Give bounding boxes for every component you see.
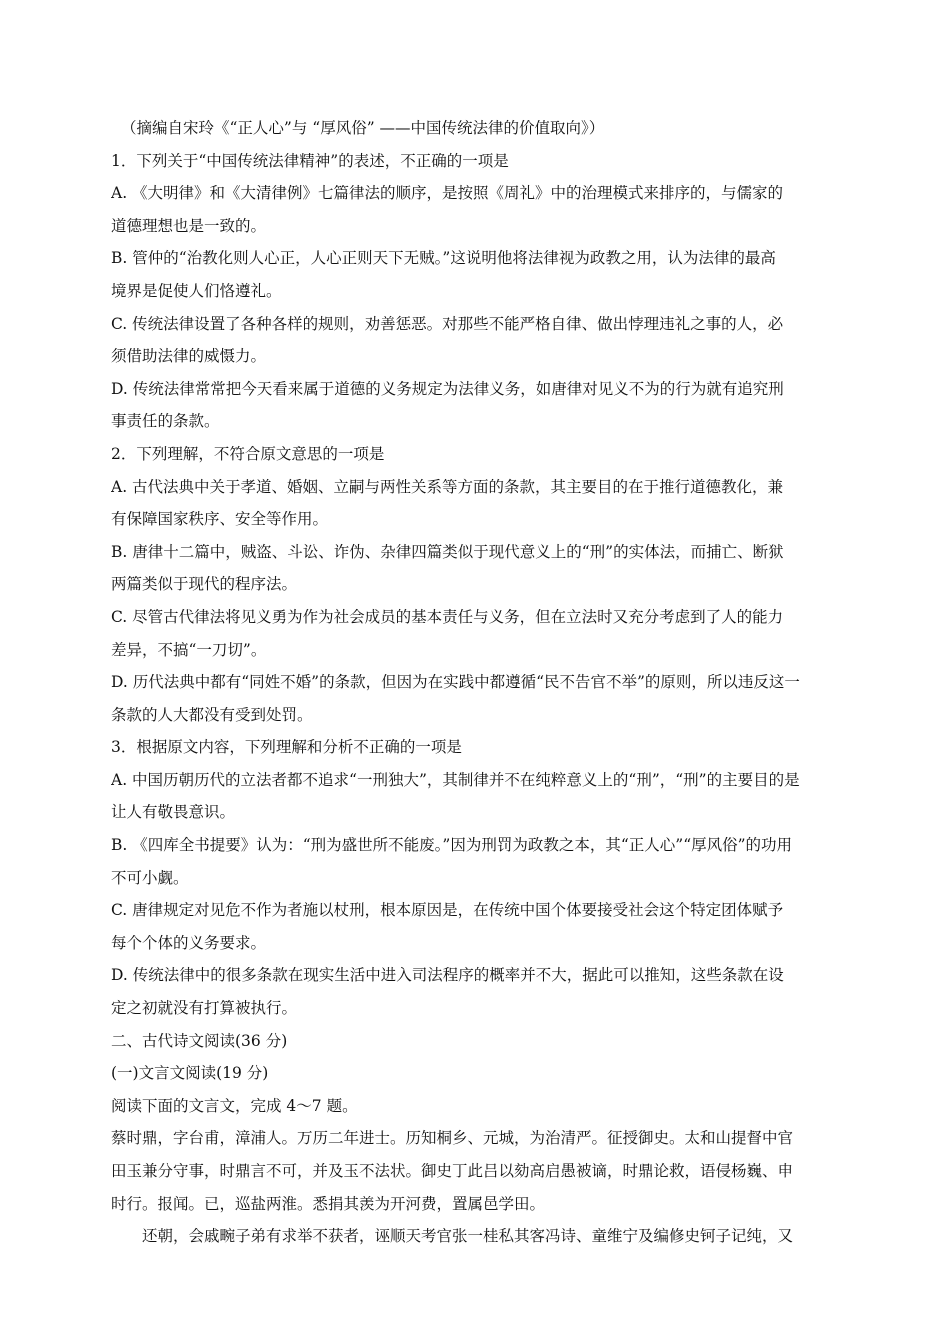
question-1-option-a: A. 《大明律》和《大清律例》七篇律法的顺序，是按照《周礼》中的治理模式来排序的，与儒家的 <box>111 184 784 203</box>
passage-line: 田玉兼分守事，时鼎言不可，并及玉不法状。御史丁此吕以劾高启愚被谪，时鼎论救，语侵杨巍、申 <box>111 1162 794 1180</box>
question-2-option-a-cont: 有保障国家秩序、安全等作用。 <box>111 510 329 529</box>
question-1-option-d-cont: 事责任的条款。 <box>111 412 220 431</box>
subsection-heading: (一)文言文阅读(19 分) <box>111 1064 269 1083</box>
reading-instruction: 阅读下面的文言文，完成 4～7 题。 <box>111 1096 358 1115</box>
question-3-option-a: A. 中国历朝历代的立法者都不追求“一刑独大”，其制律并不在纯粹意义上的“刑”，“刑”的主要目的是 <box>111 770 800 789</box>
question-3-option-c-cont: 每个个体的义务要求。 <box>111 933 267 952</box>
question-3-option-b-cont: 不可小觑。 <box>111 868 189 887</box>
question-1-option-b: B. 管仲的“治教化则人心正，人心正则天下无贼。”这说明他将法律视为政教之用，认为法律的最高 <box>111 249 776 268</box>
question-1-option-b-cont: 境界是促使人们恪遵礼。 <box>111 281 282 300</box>
question-2-option-a: A. 古代法典中关于孝道、婚姻、立嗣与两性关系等方面的条款，其主要目的在于推行道德教化，兼 <box>111 477 784 496</box>
source-citation: （摘编自宋玲《“正人心”与 “厚风俗” ——中国传统法律的价值取向》） <box>121 119 605 137</box>
question-2-option-b-cont: 两篇类似于现代的程序法。 <box>111 575 298 594</box>
question-1-option-a-cont: 道德理想也是一致的。 <box>111 216 267 235</box>
question-3-option-c: C. 唐律规定对见危不作为者施以杖刑，根本原因是，在传统中国个体要接受社会这个特定团体赋予 <box>111 901 784 920</box>
passage-line: 蔡时鼎，字台甫，漳浦人。万历二年进士。历知桐乡、元城，为治清严。征授御史。太和山提督中官 <box>111 1129 794 1148</box>
section-heading: 二、古代诗文阅读(36 分) <box>111 1031 288 1050</box>
passage-line-indented: 还朝，会戚畹子弟有求举不获者，诬顺天考官张一桂私其客冯诗、童维宁及编修史钶子记纯，又 <box>142 1227 794 1246</box>
question-3-option-d: D. 传统法律中的很多条款在现实生活中进入司法程序的概率并不大，据此可以推知，这些条款在设 <box>111 966 784 985</box>
question-1-stem: 1．下列关于“中国传统法律精神”的表述，不正确的一项是 <box>111 151 509 170</box>
question-3-option-a-cont: 让人有敬畏意识。 <box>111 803 236 822</box>
question-1-option-d: D. 传统法律常常把今天看来属于道德的义务规定为法律义务，如唐律对见义不为的行为就有追究刑 <box>111 379 784 398</box>
passage-line: 时行。报闻。已，巡盐两淮。悉捐其羡为开河费，置属邑学田。 <box>111 1194 546 1213</box>
question-1-option-c-cont: 须借助法律的威慑力。 <box>111 347 267 366</box>
question-2-option-c-cont: 差异，不搞“一刀切”。 <box>111 640 267 659</box>
question-3-stem: 3．根据原文内容，下列理解和分析不正确的一项是 <box>111 738 462 757</box>
question-2-option-c: C. 尽管古代律法将见义勇为作为社会成员的基本责任与义务，但在立法时又充分考虑到了人的能力 <box>111 607 784 626</box>
question-3-option-d-cont: 定之初就没有打算被执行。 <box>111 999 298 1018</box>
document-body <box>111 112 849 1253</box>
question-2-option-d: D. 历代法典中都有“同姓不婚”的条款，但因为在实践中都遵循“民不告官不举”的原则，所以违反这一 <box>111 673 800 692</box>
question-2-option-d-cont: 条款的人大都没有受到处罚。 <box>111 705 313 724</box>
question-2-stem: 2．下列理解，不符合原文意思的一项是 <box>111 444 385 463</box>
question-3-option-b: B. 《四库全书提要》认为：“刑为盛世所不能废。”因为刑罚为政教之本，其“正人心”“厚风俗”的功用 <box>111 836 793 855</box>
question-2-option-b: B. 唐律十二篇中，贼盗、斗讼、诈伪、杂律四篇类似于现代意义上的“刑”的实体法，而捕亡、断狱 <box>111 542 784 561</box>
question-1-option-c: C. 传统法律设置了各种各样的规则，劝善惩恶。对那些不能严格自律、做出悖理违礼之事的人，必 <box>111 314 784 333</box>
